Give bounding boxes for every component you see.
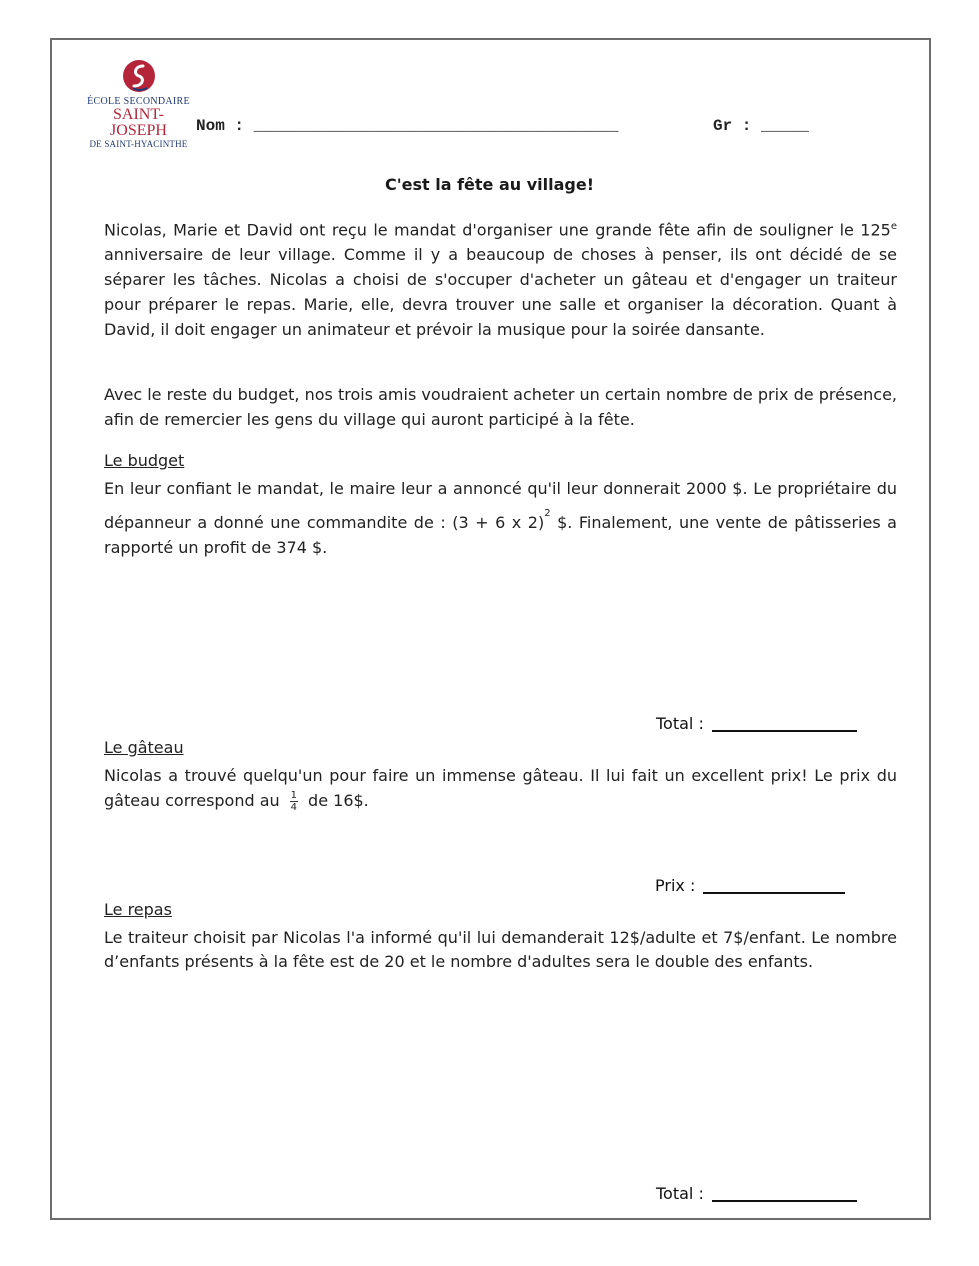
gateau-prix-label: Prix : bbox=[655, 876, 696, 895]
budget-total-field[interactable] bbox=[656, 714, 857, 733]
budget-heading: Le budget bbox=[104, 451, 185, 470]
gateau-prix-field[interactable] bbox=[655, 876, 845, 895]
repas-heading: Le repas bbox=[104, 900, 172, 919]
group-field[interactable] bbox=[713, 117, 809, 135]
name-field[interactable] bbox=[196, 117, 618, 135]
gateau-prix-blank[interactable] bbox=[703, 878, 845, 894]
school-name-line2: SAINT-JOSEPH bbox=[110, 106, 167, 139]
intro-paragraph-2: Avec le reste du budget, nos trois amis voudraient acheter un certain nombre de prix de présence, afin de remercier les gens du village qui auront participé à la fête. bbox=[104, 385, 897, 429]
budget-exponent: 2 bbox=[544, 508, 551, 519]
fraction-one-quarter: $\frac{1}{4}$ bbox=[290, 790, 298, 813]
budget-total-label: Total : bbox=[656, 714, 704, 733]
school-logo bbox=[86, 58, 191, 149]
group-label: Gr : bbox=[713, 117, 752, 135]
name-label: Nom : bbox=[196, 117, 245, 135]
group-blank[interactable]: _____ bbox=[761, 117, 810, 135]
budget-text: En leur confiant le mandat, le maire leur a annoncé qu'il leur donnerait 2000 $. Le propriétaire du dépanneur a donné une commandite de : (3 + 6 x 2)$^2$ $. Finalement, une vente de pâtisseries a rapporté un profit de 374 $. bbox=[104, 479, 897, 557]
intro-paragraph-1: Nicolas, Marie et David ont reçu le mandat d'organiser une grande fête afin de souligner le 125e anniversaire de leur village. Comme il y a beaucoup de choses à penser, ils ont décidé de se séparer les tâches. Nicolas a choisi de s'occuper d'acheter un gâteau et d'engager un traiteur pour préparer le repas. Marie, elle, devra trouver une salle et organiser la décoration. Quant à David, il doit engager un animateur et prévoir la musique pour la soirée dansante. bbox=[104, 220, 897, 340]
gateau-text: Nicolas a trouvé quelqu'un pour faire un immense gâteau. Il lui fait un excellent prix! Le prix du gâteau correspond au $\frac{1}{4}$ de 16$. bbox=[104, 766, 897, 813]
name-blank[interactable]: ______________________________________ bbox=[253, 117, 619, 135]
page-title: C'est la fête au village! bbox=[384, 175, 594, 194]
school-name-line3: DE SAINT-HYACINTHE bbox=[89, 139, 188, 149]
ordinal-superscript: e bbox=[890, 221, 897, 232]
repas-total-blank[interactable] bbox=[712, 1186, 857, 1202]
swan-emblem-icon bbox=[121, 58, 157, 94]
repas-text: Le traiteur choisit par Nicolas l'a informé qu'il lui demanderait 12$/adulte et 7$/enfant. Le nombre d’enfants présents à la fête est de 20 et le nombre d'adultes sera le double des enfants. bbox=[104, 928, 897, 971]
gateau-heading: Le gâteau bbox=[104, 738, 184, 757]
budget-total-blank[interactable] bbox=[712, 716, 857, 732]
school-name-line1: ÉCOLE SECONDAIRE bbox=[87, 96, 190, 107]
repas-total-label: Total : bbox=[656, 1184, 704, 1203]
repas-total-field[interactable] bbox=[656, 1184, 857, 1203]
